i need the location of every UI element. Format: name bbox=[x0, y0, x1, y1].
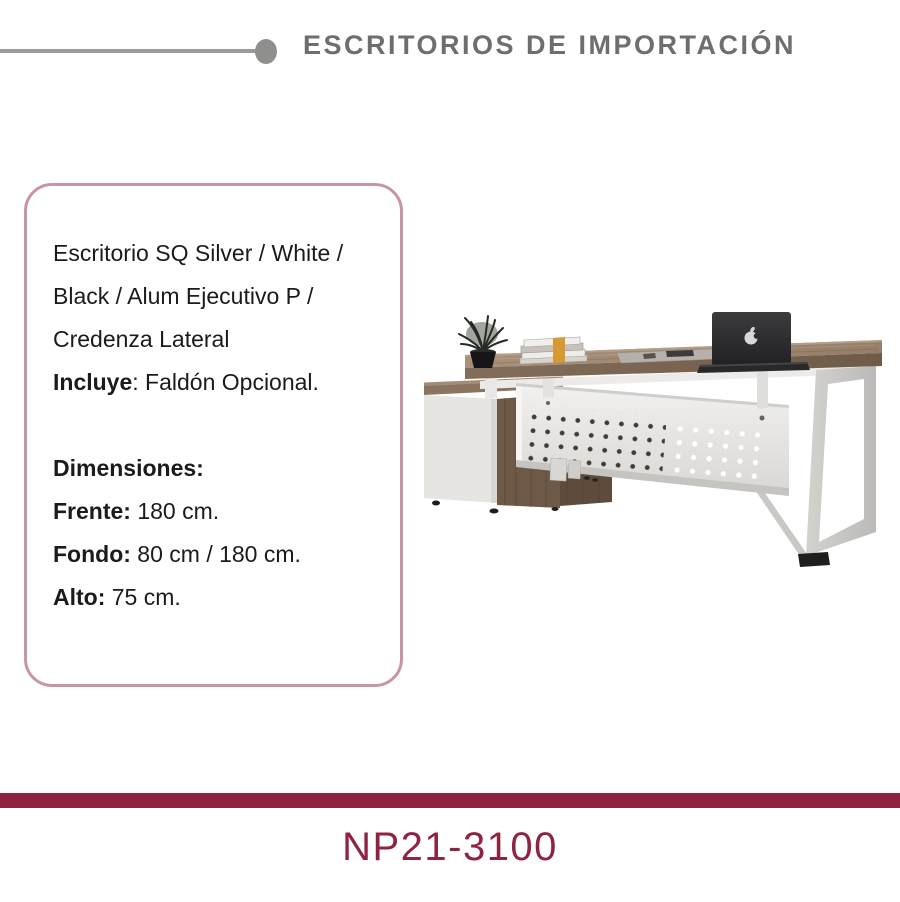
includes-line bbox=[53, 361, 386, 404]
description-line: Black / Alum Ejecutivo P / bbox=[53, 283, 314, 309]
dimension-label: Frente: bbox=[53, 498, 131, 524]
product-code: NP21-3100 bbox=[342, 825, 558, 869]
includes-text: : Faldón Opcional. bbox=[132, 369, 319, 395]
page-title: ESCRITORIOS DE IMPORTACIÓN bbox=[303, 30, 797, 60]
includes-label: Incluye bbox=[53, 369, 133, 395]
book-stack bbox=[520, 337, 587, 364]
dimension-label: Alto: bbox=[53, 584, 106, 610]
dimension-row-frente bbox=[53, 490, 386, 533]
blank-line bbox=[53, 404, 386, 447]
black-laptop bbox=[697, 312, 810, 373]
product-info-content bbox=[27, 186, 400, 619]
description-line: Escritorio SQ Silver / White / bbox=[53, 240, 344, 266]
header-rule-line bbox=[0, 49, 256, 53]
dimensions-heading: Dimensiones: bbox=[53, 455, 204, 481]
dimension-value: 75 cm. bbox=[111, 584, 181, 610]
description-line: Credenza Lateral bbox=[53, 326, 230, 352]
product-info-box bbox=[24, 183, 403, 687]
dimension-row-alto bbox=[53, 576, 386, 619]
maroon-divider-bar bbox=[0, 793, 900, 808]
silver-loop-leg bbox=[798, 366, 876, 567]
dimension-label: Fondo: bbox=[53, 541, 131, 567]
header-bullet-dot bbox=[255, 39, 277, 64]
dimension-row-fondo bbox=[53, 533, 386, 576]
dimension-value: 180 cm. bbox=[137, 498, 220, 524]
dimension-value: 80 cm / 180 cm. bbox=[137, 541, 301, 567]
product-photo bbox=[415, 300, 900, 585]
